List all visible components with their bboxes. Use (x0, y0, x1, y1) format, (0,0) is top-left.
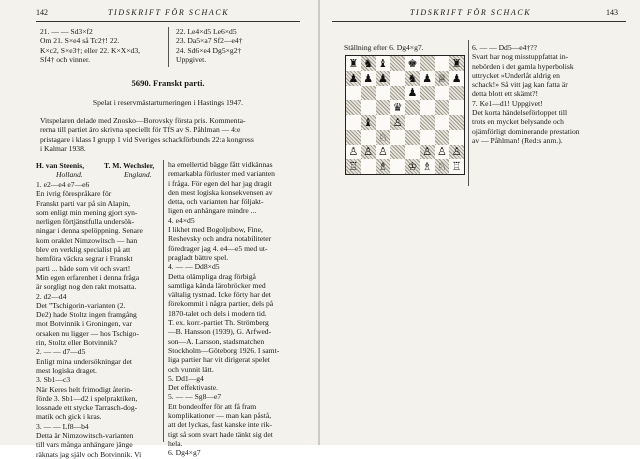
text-line: förekommit i några partier, dels på (168, 299, 274, 309)
right-running-title: TIDSKRIFT FÖR SCHACK (410, 8, 532, 17)
text-line: att det lyckas, fast kanske inte rik- (168, 420, 272, 430)
board-square (405, 145, 420, 160)
board-square (390, 115, 405, 130)
board-square (346, 56, 361, 71)
board-square (435, 130, 450, 145)
board-square (361, 71, 376, 86)
board-square (346, 130, 361, 145)
board-square (346, 71, 361, 86)
text-line: matik och gick i kras. (36, 412, 102, 422)
text-line: När Keres helt frimodigt återin- (36, 384, 133, 394)
text-line: hemföra väckra segrar i Franskt (36, 254, 133, 264)
white-bishop-icon: ♗ (377, 160, 388, 174)
board-square (420, 86, 435, 101)
board-square (405, 130, 420, 145)
board-square (361, 86, 376, 101)
board-square (405, 71, 420, 86)
text-line: 4. e4×d5 (168, 215, 195, 225)
text-line: som enligt min mening gjort syn- (36, 207, 138, 217)
text-line: 7. Ke1—d1! Uppgivet! (472, 98, 543, 108)
board-square (435, 100, 450, 115)
game-subtitle: Spelat i reservmästarturneringen i Hastings 1947. (92, 98, 244, 107)
text-line: —B. Hansson (1939), G. Arfwed- (168, 327, 272, 337)
board-square (435, 159, 450, 174)
board-square (361, 56, 376, 71)
column-1 (36, 180, 143, 459)
top-left-moves: 21. — — Sd3×f2 Om 21. S×e4 så Tc2†! 22. K×c2, S×e3†; eller 22. K×X×d3, Sf4† och vinner. (40, 27, 141, 64)
text-line: förde 3. Sb1—d2 i spelpraktiken, (36, 393, 138, 403)
black-bishop-icon: ♝ (363, 115, 374, 129)
board-square (390, 100, 405, 115)
black-king-icon: ♚ (407, 56, 418, 70)
board-square (346, 145, 361, 160)
board-square (449, 115, 464, 130)
board-square (420, 71, 435, 86)
white-pawn-icon: ♙ (436, 145, 447, 159)
board-square (376, 145, 391, 160)
white-pawn-icon: ♙ (377, 145, 388, 159)
text-line: 2. d2—d4 (36, 291, 67, 301)
text-line: Det ”Tschigorin-varianten (2. (36, 300, 126, 310)
board-square (420, 145, 435, 160)
black-player: T. M. Wechsler, (104, 161, 155, 170)
black-rook-icon: ♜ (348, 56, 359, 70)
text-line: I likhet med Bogoljubow, Fine, (168, 225, 263, 235)
board-square (449, 86, 464, 101)
header-rule (36, 21, 300, 22)
text-line: räknats jag själv och Botvinnik. Vi (36, 449, 142, 459)
diagram-caption: Ställning efter 6. Dg4×g7. (344, 43, 424, 52)
text-line: den mest logiska konsekvensen av (168, 187, 273, 197)
board-square (346, 86, 361, 101)
white-knight-icon: ♘ (377, 130, 388, 144)
board-square (376, 115, 391, 130)
white-king-icon: ♔ (407, 160, 418, 174)
board-square (405, 159, 420, 174)
board-square (420, 56, 435, 71)
text-line: vältalig tystnad. Icke förty har det (168, 290, 271, 300)
black-queen-icon: ♛ (392, 101, 403, 115)
board-square (346, 159, 361, 174)
board-square (376, 71, 391, 86)
text-line: trots en mycket belysande och (472, 117, 564, 127)
column-divider (468, 40, 469, 186)
board-square (376, 56, 391, 71)
text-line: detta, och varianten har följakt- (168, 197, 264, 207)
text-line: 2. — — d7—d5 (36, 347, 86, 357)
white-pawn-icon: ♙ (422, 145, 433, 159)
board-square (405, 115, 420, 130)
text-line: 4. — — Dd8×d5 (168, 262, 220, 272)
column-divider (163, 160, 164, 442)
left-page (0, 0, 318, 459)
board-square (405, 100, 420, 115)
black-pawn-icon: ♟ (451, 71, 462, 85)
board-square (449, 100, 464, 115)
text-line: remarkabla förluster med varianten (168, 169, 275, 179)
left-running-title: TIDSKRIFT FÖR SCHACK (108, 8, 230, 17)
white-player: H. van Steenis, (36, 161, 85, 170)
white-country: Holland. (56, 170, 83, 179)
text-line: En ivrig förespråkare för (36, 189, 112, 199)
black-pawn-icon: ♟ (363, 71, 374, 85)
text-line: 6. — — Dd5—e4†?? (472, 43, 537, 52)
text-line: föredrager jag 4. e4—e5 med ut- (168, 243, 268, 253)
board-square (346, 115, 361, 130)
text-line: mot Botvinnik i Groningen, var (36, 319, 132, 329)
board-square (361, 115, 376, 130)
board-square (390, 159, 405, 174)
intro-paragraph: Vitspelaren delade med Znosko—Borovsky första pris. Kommenta- rerna till partiet äro skrivna speciellt för TfS av S. Påhlman — 4:e pristagare i klass I grupp 1 vid Sveriges schackförbunds 22:a kongress i Kalmar 1938. (40, 116, 254, 153)
text-line: 6. Dg4×g7 (168, 448, 201, 458)
text-line: parti ... både som vit och svart! (36, 263, 131, 273)
text-line: 3. Sb1—c3 (36, 375, 71, 385)
text-line: ningar i denna spelöppning. Senare (36, 226, 143, 236)
header-rule (332, 21, 626, 22)
text-line: nebörden i det gamla hyperbolisk (472, 61, 574, 71)
column-2 (168, 160, 279, 458)
board-square (405, 56, 420, 71)
black-bishop-icon: ♝ (377, 56, 388, 70)
text-line: av — Påhlman! (Red:s anm.). (472, 135, 563, 145)
board-square (449, 71, 464, 86)
board-square (361, 130, 376, 145)
text-line: uttrycket »Underlåt aldrig en (472, 70, 560, 80)
board-square (361, 159, 376, 174)
text-line: ojämförligt dominerande prestation (472, 126, 580, 136)
board-square (390, 145, 405, 160)
black-country: England. (124, 170, 152, 179)
column-divider (168, 27, 169, 67)
board-square (390, 56, 405, 71)
text-line: 1. e2—e4 e7—e6 (36, 180, 90, 189)
white-knight-icon: ♘ (436, 160, 447, 174)
text-line: ligen en anhängare mindre ... (168, 206, 257, 216)
black-knight-icon: ♞ (363, 56, 374, 70)
text-line: schack!» Så vitt jag kan fatta är (472, 80, 568, 90)
board-square (376, 159, 391, 174)
board-square (449, 130, 464, 145)
right-column (472, 43, 580, 145)
text-line: Detta olämpliga drag förbigå (168, 271, 256, 281)
board-square (435, 86, 450, 101)
board-square (376, 100, 391, 115)
text-line: Enligt mina undersökningar det (36, 356, 132, 366)
text-line: Ett bondeoffer för att få fram (168, 401, 257, 411)
board-square (420, 100, 435, 115)
board-square (346, 100, 361, 115)
black-pawn-icon: ♟ (377, 71, 388, 85)
black-pawn-icon: ♟ (348, 71, 359, 85)
white-bishop-icon: ♗ (422, 160, 433, 174)
text-line: samtliga kända lärobröcker med (168, 280, 266, 290)
white-pawn-icon: ♙ (348, 145, 359, 159)
text-line: son—A. Larsson, stadsmatchen (168, 336, 265, 346)
board-square (449, 159, 464, 174)
text-line: De2) hade Stoltz ingen framgång (36, 310, 137, 320)
text-line: blev en verklig specialist på att (36, 245, 131, 255)
board-square (435, 115, 450, 130)
black-rook-icon: ♜ (451, 56, 462, 70)
right-page-number: 143 (606, 8, 618, 17)
board-square (361, 145, 376, 160)
text-line: 5. Dd1—g4 (168, 373, 204, 383)
text-line: tigt så som svart hade tänkt sig det (168, 429, 273, 439)
top-right-moves: 22. Le4×d5 Le6×d5 23. Da5×a7 Sf2—e4† 24. Sd6×e4 Dg5×g2† Uppgivet. (176, 27, 243, 64)
board-square (361, 100, 376, 115)
board-square (405, 86, 420, 101)
text-line: rin, Stoltz eller Botvinnik? (36, 338, 117, 348)
black-pawn-icon: ♟ (422, 71, 433, 85)
text-line: Det korta händelseförloppet till (472, 108, 568, 118)
text-line: i fråga. För egen del har jag dragit (168, 178, 272, 188)
black-knight-icon: ♞ (407, 71, 418, 85)
text-line: pragladt bättre spel. (168, 252, 229, 262)
board-square (449, 145, 464, 160)
white-pawn-icon: ♙ (392, 115, 403, 129)
text-line: T. ex. korr.-partiet Th. Strömberg (168, 318, 269, 328)
text-line: detta blott ett skämt?! (472, 89, 539, 99)
white-pawn-icon: ♙ (363, 145, 374, 159)
text-line: Franskt parti var på sin Alapin, (36, 198, 131, 208)
white-rook-icon: ♖ (348, 160, 359, 174)
board-square (435, 145, 450, 160)
white-pawn-icon: ♙ (451, 145, 462, 159)
white-queen-icon: ♕ (436, 71, 447, 85)
game-title: 5690. Franskt parti. (131, 78, 205, 88)
board-square (420, 115, 435, 130)
board-square (390, 71, 405, 86)
text-line: Reshevsky och andra notabiliteter (168, 234, 272, 244)
board-square (435, 71, 450, 86)
text-line: 5. — — Sg8—e7 (168, 392, 222, 402)
text-line: hela. (168, 438, 183, 448)
text-line: är sorgligt nog den rakt motsatta. (36, 282, 137, 292)
text-line: Detta är Nimzowitsch-varianten (36, 431, 134, 441)
text-line: ha emellertid bägge fått vidkännas (168, 160, 273, 169)
board-square (376, 130, 391, 145)
left-page-number: 142 (36, 8, 48, 17)
text-line: till vars många anhängare jänge (36, 440, 133, 450)
text-line: 3. — — Lf8—b4 (36, 421, 89, 431)
board-square (390, 130, 405, 145)
text-line: liga partier har vit dirigerat spelet (168, 355, 270, 365)
text-line: orsaken nu ligger — hos Tschigo- (36, 328, 139, 338)
board-square (449, 56, 464, 71)
text-line: lossnade ett stycke Tarrasch-dog- (36, 403, 138, 413)
text-line: Min egen erfarenhet i denna fråga (36, 272, 140, 282)
text-line: och vunnit lätt. (168, 364, 214, 374)
board-square (390, 86, 405, 101)
text-line: kom oraklet Nimzowitsch — han (36, 235, 138, 245)
text-line: nerligen förtjänstfulla undersök- (36, 217, 135, 227)
text-line: komplikationer — man kan påstå, (168, 411, 272, 421)
board-square (376, 86, 391, 101)
board-square (420, 159, 435, 174)
text-line: 1870-talet och dels i modern tid. (168, 308, 267, 318)
board-square (420, 130, 435, 145)
chess-diagram (345, 55, 465, 175)
text-line: Stockholm—Göteborg 1926. I samt- (168, 345, 280, 355)
board-square (435, 56, 450, 71)
black-pawn-icon: ♟ (407, 86, 418, 100)
text-line: Svart har nog misstuppfattat in- (472, 52, 569, 62)
text-line: Det effektivaste. (168, 383, 219, 393)
white-rook-icon: ♖ (451, 160, 462, 174)
text-line: mest logiska draget. (36, 365, 97, 375)
